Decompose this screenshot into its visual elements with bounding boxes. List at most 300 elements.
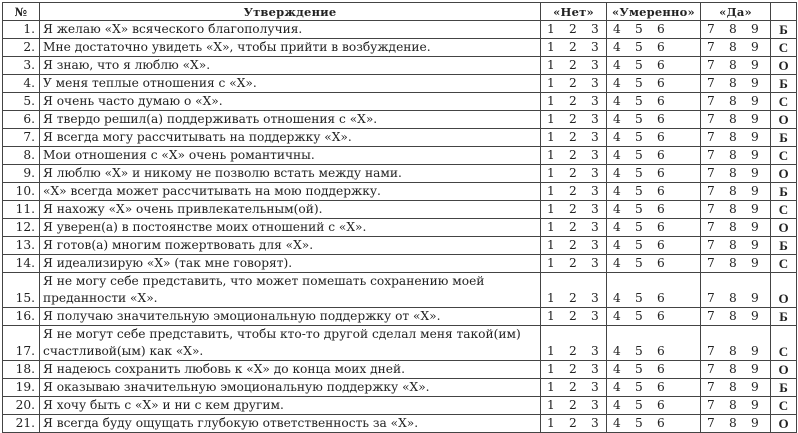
- scale-option-6[interactable]: 6: [657, 40, 665, 54]
- scale-option-3[interactable]: 3: [591, 309, 599, 323]
- scale-option-9[interactable]: 9: [751, 344, 759, 358]
- scale-moderate: [607, 379, 701, 397]
- scale-option-1[interactable]: 1: [547, 309, 555, 323]
- table-row: [3, 129, 797, 147]
- scale-yes: [701, 397, 771, 415]
- scale-yes: [701, 75, 771, 93]
- table-row: [3, 75, 797, 93]
- scale-option-4[interactable]: 4: [613, 416, 621, 430]
- row-number: 15.: [3, 273, 40, 308]
- row-number: 9.: [3, 165, 40, 183]
- scale-option-9[interactable]: 9: [751, 112, 759, 126]
- scale-option-4[interactable]: 4: [613, 398, 621, 412]
- scale-option-8[interactable]: 8: [729, 344, 737, 358]
- scale-moderate: [607, 75, 701, 93]
- scale-option-2[interactable]: 2: [569, 344, 577, 358]
- scale-option-6[interactable]: 6: [657, 380, 665, 394]
- scale-option-1[interactable]: 1: [547, 202, 555, 216]
- scale-option-3[interactable]: 3: [591, 58, 599, 72]
- scale-option-4[interactable]: 4: [613, 148, 621, 162]
- scale-option-3[interactable]: 3: [591, 362, 599, 376]
- scale-option-7[interactable]: 7: [707, 76, 715, 90]
- scale-moderate: [607, 39, 701, 57]
- scale-yes: [701, 111, 771, 129]
- scale-option-6[interactable]: 6: [657, 76, 665, 90]
- header-no: «Нет»: [541, 3, 607, 21]
- scale-option-7[interactable]: 7: [707, 94, 715, 108]
- scale-option-8[interactable]: 8: [729, 130, 737, 144]
- subscale-key: С: [771, 39, 797, 57]
- subscale-key: Б: [771, 379, 797, 397]
- scale-option-8[interactable]: 8: [729, 202, 737, 216]
- scale-option-5[interactable]: 5: [635, 416, 643, 430]
- scale-option-1[interactable]: 1: [547, 112, 555, 126]
- scale-yes: [701, 308, 771, 326]
- statement-text: Я очень часто думаю о «Х».: [40, 93, 541, 111]
- scale-option-9[interactable]: 9: [751, 130, 759, 144]
- scale-option-6[interactable]: 6: [657, 416, 665, 430]
- scale-option-7[interactable]: 7: [707, 309, 715, 323]
- row-number: 6.: [3, 111, 40, 129]
- scale-option-4[interactable]: 4: [613, 362, 621, 376]
- scale-option-7[interactable]: 7: [707, 416, 715, 430]
- scale-yes: [701, 415, 771, 433]
- scale-option-2[interactable]: 2: [569, 94, 577, 108]
- scale-option-6[interactable]: 6: [657, 22, 665, 36]
- scale-moderate: [607, 219, 701, 237]
- scale-option-8[interactable]: 8: [729, 416, 737, 430]
- scale-moderate: [607, 57, 701, 75]
- scale-no: [541, 255, 607, 273]
- scale-option-2[interactable]: 2: [569, 398, 577, 412]
- scale-option-9[interactable]: 9: [751, 40, 759, 54]
- scale-option-2[interactable]: 2: [569, 256, 577, 270]
- scale-option-6[interactable]: 6: [657, 291, 665, 305]
- scale-option-1[interactable]: 1: [547, 58, 555, 72]
- scale-no: [541, 201, 607, 219]
- scale-option-4[interactable]: 4: [613, 256, 621, 270]
- scale-option-3[interactable]: 3: [591, 256, 599, 270]
- scale-option-5[interactable]: 5: [635, 58, 643, 72]
- scale-yes: [701, 93, 771, 111]
- scale-option-5[interactable]: 5: [635, 309, 643, 323]
- scale-no: [541, 379, 607, 397]
- scale-option-4[interactable]: 4: [613, 202, 621, 216]
- row-number: 17.: [3, 326, 40, 361]
- scale-option-1[interactable]: 1: [547, 184, 555, 198]
- scale-option-4[interactable]: 4: [613, 238, 621, 252]
- scale-option-2[interactable]: 2: [569, 202, 577, 216]
- statement-text: Я уверен(а) в постоянстве моих отношений с «Х».: [40, 219, 541, 237]
- scale-option-6[interactable]: 6: [657, 238, 665, 252]
- scale-option-8[interactable]: 8: [729, 309, 737, 323]
- scale-moderate: [607, 147, 701, 165]
- scale-option-2[interactable]: 2: [569, 130, 577, 144]
- scale-option-5[interactable]: 5: [635, 40, 643, 54]
- scale-moderate: [607, 361, 701, 379]
- scale-yes: [701, 165, 771, 183]
- scale-moderate: [607, 415, 701, 433]
- row-number: 7.: [3, 129, 40, 147]
- scale-option-5[interactable]: 5: [635, 76, 643, 90]
- scale-option-5[interactable]: 5: [635, 112, 643, 126]
- scale-option-9[interactable]: 9: [751, 398, 759, 412]
- scale-option-3[interactable]: 3: [591, 148, 599, 162]
- scale-option-5[interactable]: 5: [635, 238, 643, 252]
- scale-option-3[interactable]: 3: [591, 112, 599, 126]
- statement-text: Я твердо решил(а) поддерживать отношения с «Х».: [40, 111, 541, 129]
- scale-option-6[interactable]: 6: [657, 398, 665, 412]
- scale-option-3[interactable]: 3: [591, 22, 599, 36]
- subscale-key: О: [771, 57, 797, 75]
- scale-option-8[interactable]: 8: [729, 94, 737, 108]
- scale-yes: [701, 379, 771, 397]
- scale-option-6[interactable]: 6: [657, 58, 665, 72]
- table-header-row: [3, 3, 797, 21]
- scale-option-3[interactable]: 3: [591, 344, 599, 358]
- row-number: 19.: [3, 379, 40, 397]
- scale-option-1[interactable]: 1: [547, 256, 555, 270]
- statement-text: Я хочу быть с «Х» и ни с кем другим.: [40, 397, 541, 415]
- scale-option-5[interactable]: 5: [635, 166, 643, 180]
- scale-option-8[interactable]: 8: [729, 291, 737, 305]
- questionnaire-sheet: [2, 2, 796, 433]
- scale-option-9[interactable]: 9: [751, 238, 759, 252]
- scale-option-2[interactable]: 2: [569, 184, 577, 198]
- scale-option-6[interactable]: 6: [657, 309, 665, 323]
- scale-option-8[interactable]: 8: [729, 362, 737, 376]
- scale-option-8[interactable]: 8: [729, 380, 737, 394]
- scale-option-1[interactable]: 1: [547, 22, 555, 36]
- scale-option-7[interactable]: 7: [707, 112, 715, 126]
- scale-option-9[interactable]: 9: [751, 94, 759, 108]
- scale-no: [541, 93, 607, 111]
- scale-option-3[interactable]: 3: [591, 166, 599, 180]
- row-number: 14.: [3, 255, 40, 273]
- scale-option-8[interactable]: 8: [729, 166, 737, 180]
- scale-no: [541, 237, 607, 255]
- scale-option-4[interactable]: 4: [613, 166, 621, 180]
- scale-option-4[interactable]: 4: [613, 380, 621, 394]
- scale-option-7[interactable]: 7: [707, 291, 715, 305]
- scale-option-3[interactable]: 3: [591, 130, 599, 144]
- scale-option-2[interactable]: 2: [569, 291, 577, 305]
- scale-option-4[interactable]: 4: [613, 22, 621, 36]
- scale-option-4[interactable]: 4: [613, 184, 621, 198]
- scale-option-9[interactable]: 9: [751, 184, 759, 198]
- scale-option-8[interactable]: 8: [729, 22, 737, 36]
- table-row: [3, 273, 797, 308]
- scale-option-2[interactable]: 2: [569, 112, 577, 126]
- scale-option-6[interactable]: 6: [657, 220, 665, 234]
- statement-text: Я оказываю значительную эмоциональную поддержку «Х».: [40, 379, 541, 397]
- scale-option-6[interactable]: 6: [657, 202, 665, 216]
- row-number: 5.: [3, 93, 40, 111]
- scale-option-3[interactable]: 3: [591, 40, 599, 54]
- scale-option-8[interactable]: 8: [729, 184, 737, 198]
- subscale-key: О: [771, 361, 797, 379]
- scale-moderate: [607, 397, 701, 415]
- scale-option-9[interactable]: 9: [751, 148, 759, 162]
- scale-option-8[interactable]: 8: [729, 238, 737, 252]
- table-row: [3, 255, 797, 273]
- scale-option-3[interactable]: 3: [591, 76, 599, 90]
- scale-option-1[interactable]: 1: [547, 291, 555, 305]
- table-row: [3, 219, 797, 237]
- scale-option-2[interactable]: 2: [569, 380, 577, 394]
- scale-option-8[interactable]: 8: [729, 398, 737, 412]
- scale-option-1[interactable]: 1: [547, 220, 555, 234]
- scale-option-4[interactable]: 4: [613, 112, 621, 126]
- scale-option-7[interactable]: 7: [707, 256, 715, 270]
- scale-option-6[interactable]: 6: [657, 148, 665, 162]
- scale-option-8[interactable]: 8: [729, 220, 737, 234]
- scale-no: [541, 39, 607, 57]
- scale-option-7[interactable]: 7: [707, 344, 715, 358]
- row-number: 18.: [3, 361, 40, 379]
- subscale-key: С: [771, 147, 797, 165]
- subscale-key: О: [771, 111, 797, 129]
- scale-option-9[interactable]: 9: [751, 202, 759, 216]
- scale-option-9[interactable]: 9: [751, 416, 759, 430]
- subscale-key: О: [771, 415, 797, 433]
- subscale-key: О: [771, 273, 797, 308]
- row-number: 4.: [3, 75, 40, 93]
- scale-option-4[interactable]: 4: [613, 344, 621, 358]
- scale-option-8[interactable]: 8: [729, 76, 737, 90]
- questionnaire-table: [2, 2, 797, 433]
- row-number: 12.: [3, 219, 40, 237]
- row-number: 2.: [3, 39, 40, 57]
- scale-option-3[interactable]: 3: [591, 202, 599, 216]
- scale-option-9[interactable]: 9: [751, 166, 759, 180]
- scale-option-7[interactable]: 7: [707, 220, 715, 234]
- scale-option-2[interactable]: 2: [569, 166, 577, 180]
- statement-text: Я нахожу «Х» очень привлекательным(ой).: [40, 201, 541, 219]
- scale-option-1[interactable]: 1: [547, 238, 555, 252]
- scale-option-1[interactable]: 1: [547, 130, 555, 144]
- scale-option-2[interactable]: 2: [569, 416, 577, 430]
- scale-option-4[interactable]: 4: [613, 76, 621, 90]
- header-moderate: «Умеренно»: [607, 3, 701, 21]
- scale-option-6[interactable]: 6: [657, 166, 665, 180]
- scale-option-1[interactable]: 1: [547, 416, 555, 430]
- table-row: [3, 379, 797, 397]
- scale-option-2[interactable]: 2: [569, 76, 577, 90]
- statement-text: Я знаю, что я люблю «Х».: [40, 57, 541, 75]
- scale-option-7[interactable]: 7: [707, 362, 715, 376]
- table-row: [3, 111, 797, 129]
- statement-text: У меня теплые отношения с «Х».: [40, 75, 541, 93]
- row-number: 3.: [3, 57, 40, 75]
- scale-option-8[interactable]: 8: [729, 40, 737, 54]
- scale-option-4[interactable]: 4: [613, 40, 621, 54]
- scale-option-5[interactable]: 5: [635, 380, 643, 394]
- header-key: [771, 3, 797, 21]
- table-row: [3, 39, 797, 57]
- scale-option-3[interactable]: 3: [591, 184, 599, 198]
- scale-option-5[interactable]: 5: [635, 344, 643, 358]
- scale-option-4[interactable]: 4: [613, 309, 621, 323]
- scale-option-6[interactable]: 6: [657, 184, 665, 198]
- scale-option-6[interactable]: 6: [657, 94, 665, 108]
- scale-option-5[interactable]: 5: [635, 256, 643, 270]
- scale-option-7[interactable]: 7: [707, 22, 715, 36]
- scale-option-8[interactable]: 8: [729, 58, 737, 72]
- scale-option-5[interactable]: 5: [635, 184, 643, 198]
- subscale-key: Б: [771, 183, 797, 201]
- scale-option-8[interactable]: 8: [729, 148, 737, 162]
- scale-option-1[interactable]: 1: [547, 94, 555, 108]
- scale-option-3[interactable]: 3: [591, 416, 599, 430]
- table-row: [3, 415, 797, 433]
- scale-option-8[interactable]: 8: [729, 256, 737, 270]
- scale-yes: [701, 21, 771, 39]
- scale-option-7[interactable]: 7: [707, 40, 715, 54]
- table-row: [3, 21, 797, 39]
- scale-option-6[interactable]: 6: [657, 112, 665, 126]
- table-row: [3, 147, 797, 165]
- scale-option-9[interactable]: 9: [751, 309, 759, 323]
- subscale-key: Б: [771, 21, 797, 39]
- scale-option-2[interactable]: 2: [569, 238, 577, 252]
- statement-text: Я не могу себе представить, что может помешать сохранению моей преданности «Х».: [40, 273, 541, 308]
- scale-option-1[interactable]: 1: [547, 344, 555, 358]
- scale-option-7[interactable]: 7: [707, 184, 715, 198]
- table-row: [3, 183, 797, 201]
- scale-option-2[interactable]: 2: [569, 40, 577, 54]
- scale-option-3[interactable]: 3: [591, 291, 599, 305]
- scale-option-7[interactable]: 7: [707, 58, 715, 72]
- subscale-key: Б: [771, 308, 797, 326]
- scale-option-6[interactable]: 6: [657, 130, 665, 144]
- scale-option-7[interactable]: 7: [707, 380, 715, 394]
- scale-option-4[interactable]: 4: [613, 94, 621, 108]
- scale-moderate: [607, 237, 701, 255]
- scale-no: [541, 183, 607, 201]
- scale-yes: [701, 237, 771, 255]
- scale-option-5[interactable]: 5: [635, 220, 643, 234]
- scale-option-6[interactable]: 6: [657, 362, 665, 376]
- scale-option-5[interactable]: 5: [635, 22, 643, 36]
- scale-option-2[interactable]: 2: [569, 22, 577, 36]
- scale-no: [541, 165, 607, 183]
- scale-option-8[interactable]: 8: [729, 112, 737, 126]
- statement-text: Я желаю «Х» всяческого благополучия.: [40, 21, 541, 39]
- scale-option-6[interactable]: 6: [657, 344, 665, 358]
- scale-option-9[interactable]: 9: [751, 380, 759, 394]
- scale-option-9[interactable]: 9: [751, 22, 759, 36]
- scale-moderate: [607, 201, 701, 219]
- scale-option-5[interactable]: 5: [635, 130, 643, 144]
- scale-option-5[interactable]: 5: [635, 291, 643, 305]
- subscale-key: Б: [771, 237, 797, 255]
- row-number: 10.: [3, 183, 40, 201]
- row-number: 20.: [3, 397, 40, 415]
- scale-option-9[interactable]: 9: [751, 362, 759, 376]
- scale-option-7[interactable]: 7: [707, 166, 715, 180]
- scale-option-7[interactable]: 7: [707, 238, 715, 252]
- scale-option-9[interactable]: 9: [751, 291, 759, 305]
- scale-option-6[interactable]: 6: [657, 256, 665, 270]
- table-row: [3, 201, 797, 219]
- scale-option-9[interactable]: 9: [751, 220, 759, 234]
- scale-option-2[interactable]: 2: [569, 309, 577, 323]
- scale-option-3[interactable]: 3: [591, 94, 599, 108]
- scale-yes: [701, 183, 771, 201]
- scale-option-2[interactable]: 2: [569, 220, 577, 234]
- scale-option-2[interactable]: 2: [569, 362, 577, 376]
- statement-text: Я люблю «Х» и никому не позволю встать между нами.: [40, 165, 541, 183]
- scale-option-5[interactable]: 5: [635, 94, 643, 108]
- statement-text: Я идеализирую «Х» (так мне говорят).: [40, 255, 541, 273]
- scale-moderate: [607, 129, 701, 147]
- scale-option-1[interactable]: 1: [547, 398, 555, 412]
- scale-no: [541, 111, 607, 129]
- statement-text: Я получаю значительную эмоциональную поддержку от «Х».: [40, 308, 541, 326]
- statement-text: Я надеюсь сохранить любовь к «Х» до конца моих дней.: [40, 361, 541, 379]
- scale-no: [541, 415, 607, 433]
- scale-option-2[interactable]: 2: [569, 58, 577, 72]
- scale-option-1[interactable]: 1: [547, 40, 555, 54]
- scale-option-3[interactable]: 3: [591, 398, 599, 412]
- table-row: [3, 326, 797, 361]
- subscale-key: Б: [771, 75, 797, 93]
- scale-option-9[interactable]: 9: [751, 76, 759, 90]
- subscale-key: С: [771, 397, 797, 415]
- row-number: 1.: [3, 21, 40, 39]
- scale-option-3[interactable]: 3: [591, 238, 599, 252]
- row-number: 16.: [3, 308, 40, 326]
- scale-option-7[interactable]: 7: [707, 202, 715, 216]
- statement-text: Я всегда буду ощущать глубокую ответственность за «Х».: [40, 415, 541, 433]
- scale-yes: [701, 219, 771, 237]
- scale-no: [541, 75, 607, 93]
- scale-option-5[interactable]: 5: [635, 398, 643, 412]
- scale-moderate: [607, 183, 701, 201]
- row-number: 21.: [3, 415, 40, 433]
- scale-option-1[interactable]: 1: [547, 166, 555, 180]
- table-row: [3, 237, 797, 255]
- scale-yes: [701, 57, 771, 75]
- scale-option-5[interactable]: 5: [635, 148, 643, 162]
- scale-option-4[interactable]: 4: [613, 220, 621, 234]
- scale-option-5[interactable]: 5: [635, 202, 643, 216]
- scale-option-1[interactable]: 1: [547, 76, 555, 90]
- scale-option-7[interactable]: 7: [707, 148, 715, 162]
- scale-no: [541, 326, 607, 361]
- scale-option-3[interactable]: 3: [591, 380, 599, 394]
- subscale-key: С: [771, 326, 797, 361]
- scale-option-4[interactable]: 4: [613, 58, 621, 72]
- scale-option-1[interactable]: 1: [547, 362, 555, 376]
- subscale-key: О: [771, 219, 797, 237]
- row-number: 13.: [3, 237, 40, 255]
- scale-option-9[interactable]: 9: [751, 58, 759, 72]
- scale-option-3[interactable]: 3: [591, 220, 599, 234]
- scale-option-2[interactable]: 2: [569, 148, 577, 162]
- scale-option-9[interactable]: 9: [751, 256, 759, 270]
- scale-option-7[interactable]: 7: [707, 130, 715, 144]
- scale-yes: [701, 255, 771, 273]
- scale-option-7[interactable]: 7: [707, 398, 715, 412]
- scale-option-5[interactable]: 5: [635, 362, 643, 376]
- scale-option-4[interactable]: 4: [613, 130, 621, 144]
- scale-option-1[interactable]: 1: [547, 380, 555, 394]
- scale-yes: [701, 361, 771, 379]
- scale-option-1[interactable]: 1: [547, 148, 555, 162]
- scale-option-4[interactable]: 4: [613, 291, 621, 305]
